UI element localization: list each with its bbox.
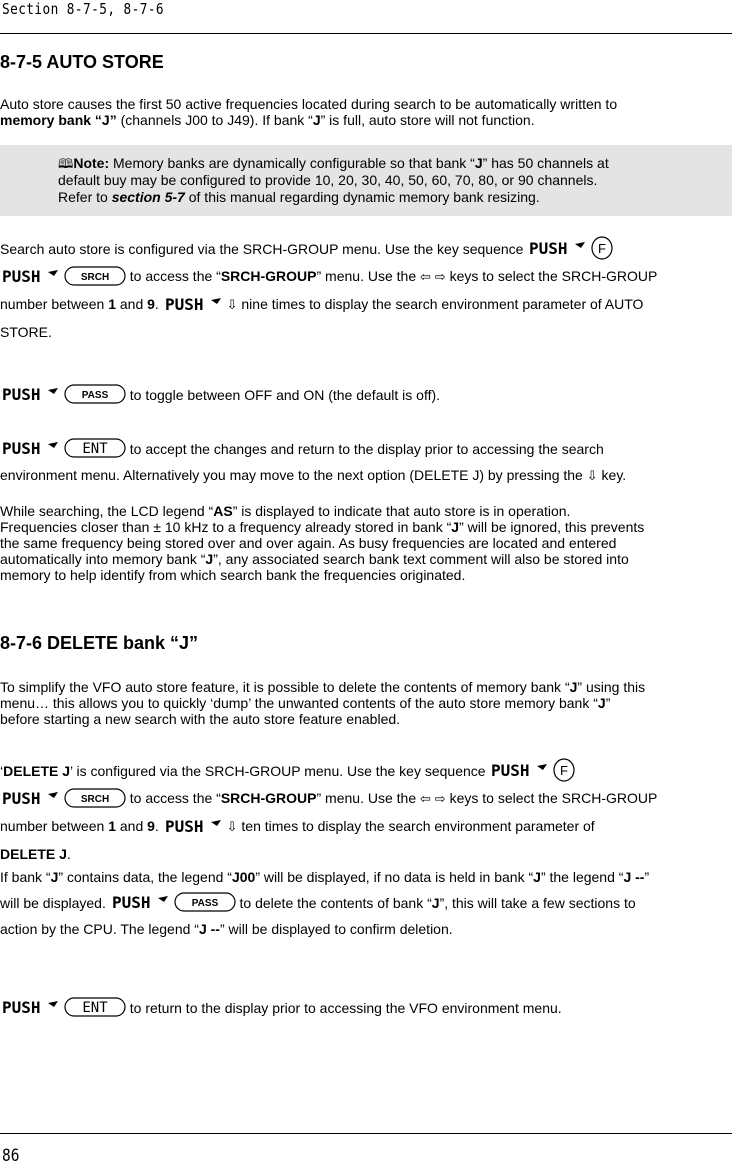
srch-key-icon bbox=[64, 265, 126, 287]
down-arrow-icon: ⇩ bbox=[586, 469, 598, 485]
note-text: 🕮Note: Memory banks are dynamically configurable so that bank “J” has 50 channels at default buy may be configured to provide 10, 20, 30, 40, 50, 60, 70, 80, or 90 channels. Refer to section 5-7 of this manual regarding dynamic memory bank resizing. bbox=[58, 155, 609, 205]
svg-text:SRCH: SRCH bbox=[80, 793, 110, 805]
accept-instruction: PUSH ENT to accept the changes and return to the display prior to accessing the search environment menu. Alternatively you may move to the next option (DELETE J) by pressing the ⇩ key. bbox=[0, 436, 730, 490]
svg-text:PUSH: PUSH bbox=[164, 816, 204, 836]
push-key-icon bbox=[110, 890, 170, 914]
page-number: 86 bbox=[2, 1146, 20, 1166]
svg-text:PUSH: PUSH bbox=[2, 439, 41, 459]
svg-text:PASS: PASS bbox=[191, 898, 218, 910]
svg-text:PUSH: PUSH bbox=[2, 788, 41, 808]
header-rule bbox=[0, 33, 732, 34]
delete-legend-paragraph: If bank “J” contains data, the legend “J00” will be displayed, if no data is held in bank “J” the legend “J --” will be displayed. PUSH PASS to delete the contents of bank “J”, this will take a few sections to action by the CPU. The legend “J --” will be displayed to confirm deletion. bbox=[0, 869, 650, 938]
svg-text:PUSH: PUSH bbox=[164, 294, 204, 314]
svg-text:ENT: ENT bbox=[82, 441, 108, 458]
delete-intro: To simplify the VFO auto store feature, it is possible to delete the contents of memory bank “J” using this menu… this allows you to quickly ‘dump’ the unwanted contents of the auto store memory bank “J” before starting a new search with the auto store feature enabled. bbox=[0, 679, 646, 727]
svg-text:PUSH: PUSH bbox=[529, 239, 568, 259]
push-key-icon bbox=[163, 292, 223, 316]
svg-text:PASS: PASS bbox=[81, 390, 109, 402]
delete-config: ‘DELETE J’ is configured via the SRCH-GROUP menu. Use the key sequence PUSH F PUSH SRCH to access the “SRCH-GROUP” menu. Use the ⇦ ⇨ keys to select the SRCH-GROUP number between 1 and 9. PUSH ⇩ ten times to display the search environment parameter of DELETE J. bbox=[0, 758, 730, 867]
push-key-icon bbox=[0, 436, 60, 460]
ent-key-icon bbox=[64, 437, 126, 459]
svg-text:PUSH: PUSH bbox=[2, 385, 41, 405]
note-icon: 🕮 bbox=[58, 156, 74, 171]
push-key-icon bbox=[527, 236, 587, 260]
push-key-icon bbox=[489, 758, 549, 782]
auto-store-config: Search auto store is configured via the SRCH-GROUP menu. Use the key sequence PUSH F PUSH SRCH to access the “SRCH-GROUP” menu. Use the ⇦ ⇨ keys to select the SRCH-GROUP number between 1 and 9. PUSH ⇩ nine times to display the search environment parameter of AUTO STORE. bbox=[0, 236, 730, 345]
push-key-icon bbox=[0, 786, 60, 810]
pass-key-icon bbox=[174, 891, 236, 913]
down-arrow-icon: ⇩ bbox=[226, 820, 238, 836]
svg-text:PUSH: PUSH bbox=[2, 266, 41, 286]
section-heading-auto-store: 8-7-5 AUTO STORE bbox=[0, 52, 164, 72]
f-key-icon bbox=[553, 757, 575, 783]
footer-rule bbox=[0, 1133, 732, 1134]
pass-key-icon bbox=[64, 383, 126, 405]
down-arrow-icon: ⇩ bbox=[226, 298, 238, 314]
svg-text:PUSH: PUSH bbox=[111, 893, 151, 913]
srch-key-icon bbox=[64, 787, 126, 809]
searching-paragraph: While searching, the LCD legend “AS” is displayed to indicate that auto store is in operation. Frequencies closer than ± 10 kHz to a frequency already stored in bank “J” will be ignored, this prevents the same frequency being stored over and over again. As busy frequencies are located and entered automatically into memory bank “J”, any associated search bank text comment will also be stored into memory to help identify from which search bank the frequencies originated. bbox=[0, 503, 645, 583]
push-key-icon bbox=[0, 995, 60, 1019]
push-key-icon bbox=[0, 264, 60, 288]
right-arrow-icon: ⇨ bbox=[434, 792, 446, 808]
svg-text:ENT: ENT bbox=[82, 1000, 108, 1017]
left-arrow-icon: ⇦ bbox=[420, 792, 431, 808]
left-arrow-icon: ⇦ bbox=[420, 270, 431, 286]
svg-text:F: F bbox=[598, 241, 607, 257]
f-key-icon bbox=[591, 235, 613, 261]
svg-text:PUSH: PUSH bbox=[491, 761, 530, 781]
push-key-icon bbox=[0, 382, 60, 406]
push-key-icon bbox=[163, 814, 223, 838]
ent-key-icon bbox=[64, 996, 126, 1018]
right-arrow-icon: ⇨ bbox=[434, 270, 446, 286]
auto-store-intro: Auto store causes the first 50 active frequencies located during search to be automatically written to memory bank “J” (channels J00 to J49). If bank “J” is full, auto store will not function. bbox=[0, 96, 618, 128]
svg-text:SRCH: SRCH bbox=[80, 271, 110, 283]
section-heading-delete-bank: 8-7-6 DELETE bank “J” bbox=[0, 633, 199, 653]
note-box bbox=[0, 145, 732, 216]
toggle-instruction: PUSH PASS to toggle between OFF and ON (the default is off). bbox=[0, 382, 730, 408]
return-instruction: PUSH ENT to return to the display prior to accessing the VFO environment menu. bbox=[0, 995, 730, 1021]
svg-text:PUSH: PUSH bbox=[2, 998, 41, 1018]
section-header: Section 8-7-5, 8-7-6 bbox=[2, 0, 165, 18]
svg-text:F: F bbox=[560, 763, 569, 779]
